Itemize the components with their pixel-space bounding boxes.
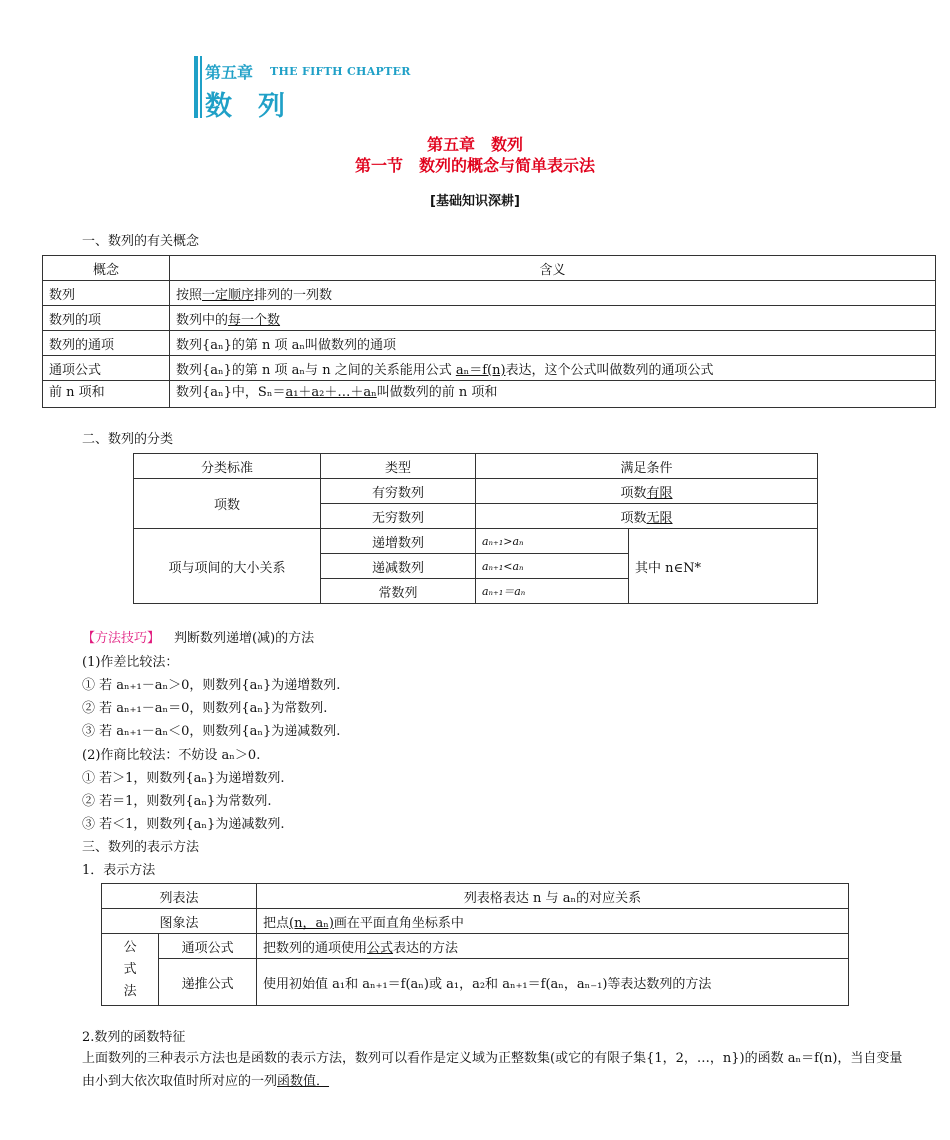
- concept-meaning: 按照一定顺序排列的一列数: [170, 281, 936, 306]
- table-row: [43, 306, 936, 331]
- type-cell: 递增数列: [321, 529, 476, 554]
- concept-meaning: 数列{aₙ}的第 n 项 aₙ与 n 之间的关系能用公式 aₙ＝f(n)表达，这个公式叫做数列的通项公式: [170, 356, 936, 381]
- method-desc: 把点(n，aₙ)画在平面直角坐标系中: [257, 909, 849, 934]
- table-row: [102, 884, 849, 909]
- concept-name: 通项公式: [43, 356, 170, 381]
- type-cell: 有穷数列: [321, 479, 476, 504]
- method-name: 递推公式: [159, 959, 257, 1006]
- header-cell: 类型: [321, 454, 476, 479]
- method-desc: 使用初始值 a₁和 aₙ₊₁＝f(aₙ)或 a₁，a₂和 aₙ₊₁＝f(aₙ，aₙ₋₁)等表达数列的方法: [257, 959, 849, 1006]
- condition-cell: 项数有限: [476, 479, 818, 504]
- method-line: (1)作差比较法：: [82, 655, 179, 670]
- method-line: ③ 若 aₙ₊₁－aₙ＜0，则数列{aₙ}为递减数列.: [82, 724, 341, 739]
- table-row: [134, 529, 818, 554]
- method-line: ① 若 aₙ₊₁－aₙ＞0，则数列{aₙ}为递增数列.: [82, 678, 341, 693]
- section2-heading: 二、数列的分类: [82, 432, 174, 447]
- header-accent-bar: [194, 56, 198, 118]
- method-desc: 把数列的通项使用公式表达的方法: [257, 934, 849, 959]
- chapter-label-cn: 第五章: [205, 63, 254, 82]
- type-cell: 无穷数列: [321, 504, 476, 529]
- note-cell: 其中 n∈N*: [629, 529, 818, 604]
- method-line: ③ 若＜1，则数列{aₙ}为递减数列.: [82, 817, 285, 832]
- table-row: [43, 256, 936, 281]
- method-desc: 列表格表达 n 与 aₙ的对应关系: [257, 884, 849, 909]
- representation-table: [101, 883, 849, 1006]
- table-row: [102, 959, 849, 1006]
- subtitle: [基础知识深耕]: [430, 194, 520, 209]
- method-name: 图象法: [102, 909, 257, 934]
- section3-sub1: 1．表示方法: [82, 863, 156, 878]
- concept-meaning: 数列{aₙ}中，Sₙ＝a₁＋a₂＋…＋aₙ叫做数列的前 n 项和: [170, 381, 936, 408]
- section3-sub2: 2.数列的函数特征: [82, 1030, 186, 1045]
- table-row: [43, 381, 936, 408]
- header-accent-bar-thin: [200, 56, 202, 118]
- concept-name: 数列的项: [43, 306, 170, 331]
- type-cell: 递减数列: [321, 554, 476, 579]
- table-row: [43, 331, 936, 356]
- condition-cell: 项数无限: [476, 504, 818, 529]
- classification-table: [133, 453, 818, 604]
- table-row: [134, 479, 818, 504]
- function-paragraph: 上面数列的三种表示方法也是函数的表示方法，数列可以看作是定义域为正整数集(或它的有限子集{1，2，…，n})的函数 aₙ＝f(n)，当自变量由小到大依次取值时所对应的一列函数值．: [82, 1051, 903, 1089]
- method-line: (2)作商比较法：不妨设 aₙ＞0.: [82, 748, 261, 763]
- table-row: [102, 934, 849, 959]
- method-line: ② 若 aₙ₊₁－aₙ＝0，则数列{aₙ}为常数列.: [82, 701, 328, 716]
- table-row: [102, 909, 849, 934]
- header-cell: 满足条件: [476, 454, 818, 479]
- chapter-label-en: THE FIFTH CHAPTER: [270, 65, 411, 78]
- header-cell: 含义: [170, 256, 936, 281]
- concepts-table: [42, 255, 936, 408]
- concept-meaning: 数列中的每一个数: [170, 306, 936, 331]
- method-title: 判断数列递增(减)的方法: [174, 631, 315, 646]
- group-cell: 项数: [134, 479, 321, 529]
- table-row: [43, 356, 936, 381]
- concept-name: 数列的通项: [43, 331, 170, 356]
- section-title: 第一节 数列的概念与简单表示法: [354, 156, 595, 175]
- formula-group: 公 式 法: [102, 934, 159, 1006]
- group-cell: 项与项间的大小关系: [134, 529, 321, 604]
- condition-cell: aₙ₊₁＝aₙ: [476, 579, 629, 604]
- method-heading: [82, 627, 314, 646]
- method-tag: 【方法技巧】: [82, 631, 161, 646]
- page-title: 第五章 数列: [426, 135, 523, 154]
- condition-cell: aₙ₊₁>aₙ: [476, 529, 629, 554]
- type-cell: 常数列: [321, 579, 476, 604]
- method-name: 列表法: [102, 884, 257, 909]
- section3-heading: 三、数列的表示方法: [82, 840, 200, 855]
- method-line: ② 若＝1，则数列{aₙ}为常数列.: [82, 794, 272, 809]
- table-row: [134, 454, 818, 479]
- concept-name: 数列: [43, 281, 170, 306]
- concept-meaning: 数列{aₙ}的第 n 项 aₙ叫做数列的通项: [170, 331, 936, 356]
- chapter-big-title: 数列: [205, 91, 311, 122]
- method-line: ① 若＞1，则数列{aₙ}为递增数列.: [82, 771, 285, 786]
- header-cell: 分类标准: [134, 454, 321, 479]
- concept-name: 前 n 项和: [43, 381, 170, 408]
- condition-cell: aₙ₊₁<aₙ: [476, 554, 629, 579]
- header-cell: 概念: [43, 256, 170, 281]
- section1-heading: 一、数列的有关概念: [82, 234, 200, 249]
- method-name: 通项公式: [159, 934, 257, 959]
- table-row: [43, 281, 936, 306]
